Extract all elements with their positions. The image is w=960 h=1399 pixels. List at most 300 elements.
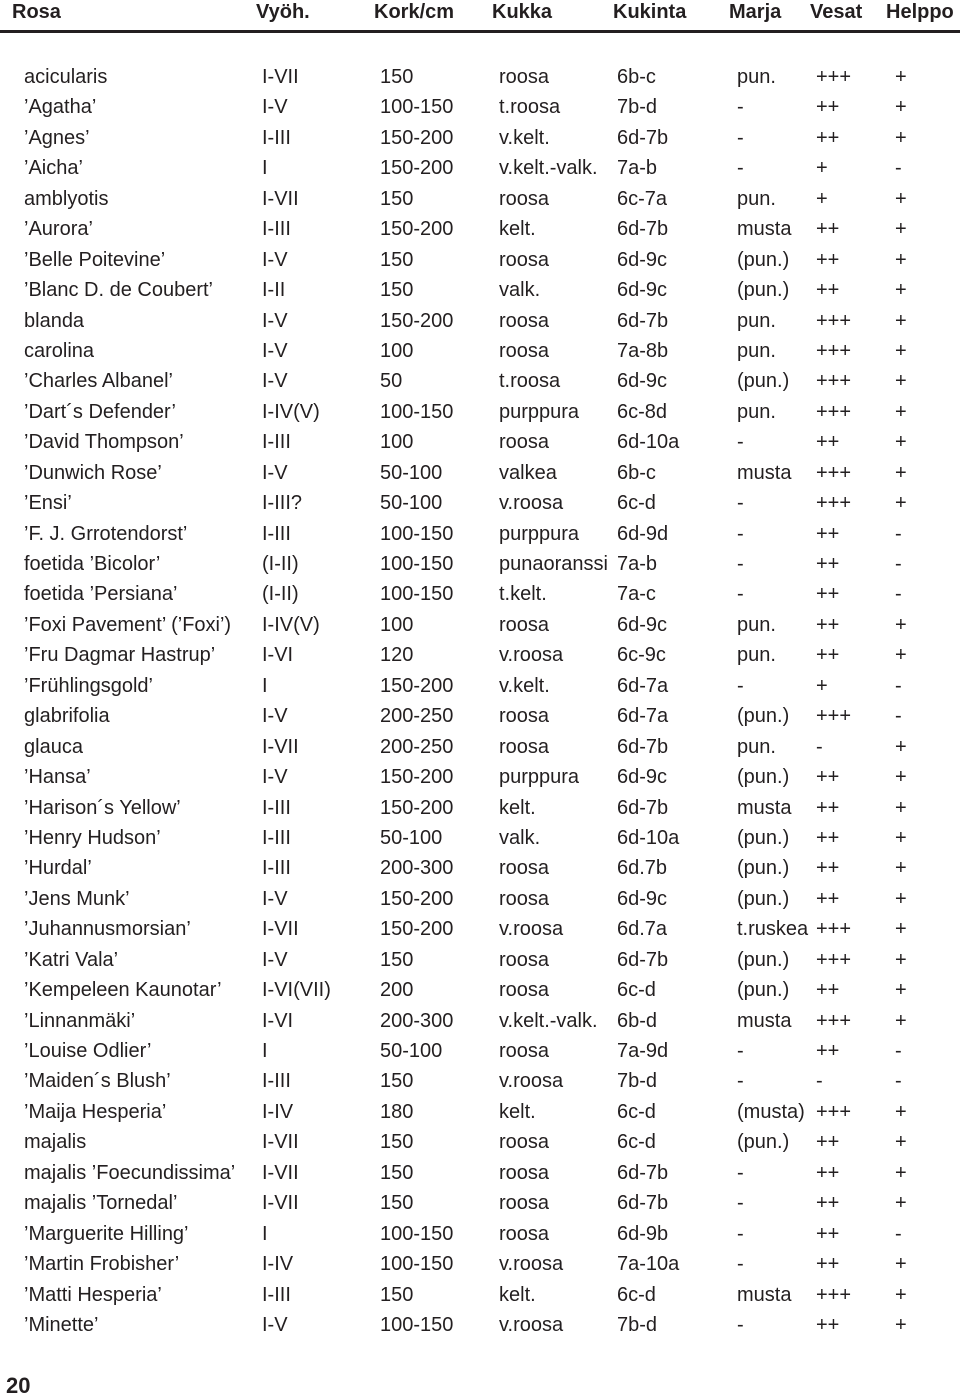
rose-name-cell: ’F. J. Grrotendorst’ bbox=[24, 522, 188, 545]
berry-cell: (pun.) bbox=[737, 857, 790, 880]
rose-name-cell: ’Maija Hesperia’ bbox=[24, 1100, 167, 1123]
ease-cell: + bbox=[895, 1131, 907, 1154]
height-cell: 150 bbox=[380, 1192, 414, 1215]
flower-color-cell: purppura bbox=[499, 522, 580, 545]
bloom-time-cell: 6d-7b bbox=[617, 309, 669, 332]
berry-cell: pun. bbox=[737, 187, 776, 210]
zone-cell: I-VII bbox=[262, 1161, 299, 1184]
rose-name-cell: ’Dart´s Defender’ bbox=[24, 400, 176, 423]
suckers-cell: ++ bbox=[816, 1192, 840, 1215]
flower-color-cell: roosa bbox=[499, 431, 550, 454]
berry-cell: - bbox=[737, 553, 744, 575]
rose-name-cell: foetida ’Bicolor’ bbox=[24, 553, 161, 575]
table-row bbox=[0, 975, 960, 1005]
zone-cell: I-VII bbox=[262, 66, 299, 88]
rose-name-cell: ’Harison´s Yellow’ bbox=[24, 796, 181, 819]
flower-color-cell: v.kelt.-valk. bbox=[499, 1009, 598, 1032]
suckers-cell: ++ bbox=[816, 583, 840, 606]
bloom-time-cell: 6d-9c bbox=[617, 613, 668, 636]
table-row bbox=[0, 458, 960, 488]
bloom-time-cell: 7a-c bbox=[617, 583, 656, 606]
height-cell: 150 bbox=[380, 279, 414, 302]
flower-color-cell: roosa bbox=[499, 339, 550, 362]
table-row bbox=[0, 914, 960, 944]
height-cell: 100-150 bbox=[380, 1253, 454, 1276]
zone-cell: I bbox=[262, 157, 268, 180]
flower-color-cell: v.kelt. bbox=[499, 126, 550, 149]
zone-cell: (I-II) bbox=[262, 583, 299, 606]
flower-color-cell: roosa bbox=[499, 1040, 550, 1062]
table-header bbox=[0, 0, 960, 26]
ease-cell: + bbox=[895, 339, 907, 362]
flower-color-cell: kelt. bbox=[499, 1100, 536, 1123]
table-row bbox=[0, 366, 960, 396]
suckers-cell: + bbox=[816, 157, 828, 180]
flower-color-cell: v.roosa bbox=[499, 1253, 564, 1276]
rose-name-cell: ’Hansa’ bbox=[24, 766, 91, 789]
table-row bbox=[0, 1188, 960, 1218]
flower-color-cell: v.kelt.-valk. bbox=[499, 157, 598, 180]
rose-name-cell: ’Dunwich Rose’ bbox=[24, 461, 162, 484]
flower-color-cell: roosa bbox=[499, 735, 550, 758]
zone-cell: I-IV bbox=[262, 1100, 294, 1123]
height-cell: 50-100 bbox=[380, 492, 443, 515]
zone-cell: I-V bbox=[262, 887, 288, 910]
flower-color-cell: v.roosa bbox=[499, 492, 564, 515]
ease-cell: + bbox=[895, 1253, 907, 1276]
height-cell: 50-100 bbox=[380, 1040, 443, 1062]
zone-cell: I-III bbox=[262, 826, 291, 849]
rose-name-cell: ’Matti Hesperia’ bbox=[24, 1283, 162, 1306]
ease-cell: - bbox=[895, 1040, 902, 1062]
height-cell: 150-200 bbox=[380, 309, 454, 332]
table-row bbox=[0, 427, 960, 457]
berry-cell: (pun.) bbox=[737, 766, 790, 789]
flower-color-cell: t.kelt. bbox=[499, 583, 547, 606]
height-cell: 150-200 bbox=[380, 674, 454, 697]
zone-cell: I-VI bbox=[262, 644, 294, 667]
zone-cell: I-IV(V) bbox=[262, 613, 320, 636]
zone-cell: I bbox=[262, 1040, 268, 1062]
suckers-cell: ++ bbox=[816, 766, 840, 789]
header-kukinta: Kukinta bbox=[613, 1, 687, 23]
berry-cell: pun. bbox=[737, 66, 776, 88]
bloom-time-cell: 7a-10a bbox=[617, 1253, 680, 1276]
rose-name-cell: ’Agnes’ bbox=[24, 126, 90, 149]
suckers-cell: ++ bbox=[816, 1313, 840, 1336]
zone-cell: I-VII bbox=[262, 187, 299, 210]
height-cell: 150 bbox=[380, 66, 414, 88]
rose-name-cell: ’Belle Poitevine’ bbox=[24, 248, 166, 271]
table-row bbox=[0, 306, 960, 336]
table-row bbox=[0, 884, 960, 914]
bloom-time-cell: 7b-d bbox=[617, 1070, 658, 1093]
suckers-cell: +++ bbox=[816, 1283, 852, 1306]
bloom-time-cell: 7a-b bbox=[617, 553, 658, 575]
table-row bbox=[0, 1219, 960, 1249]
berry-cell: - bbox=[737, 1222, 744, 1245]
ease-cell: + bbox=[895, 370, 907, 393]
berry-cell: - bbox=[737, 1253, 744, 1276]
flower-color-cell: valk. bbox=[499, 826, 541, 849]
zone-cell: I-IV(V) bbox=[262, 400, 320, 423]
flower-color-cell: roosa bbox=[499, 1131, 550, 1154]
bloom-time-cell: 6d-7b bbox=[617, 735, 669, 758]
bloom-time-cell: 6d-9c bbox=[617, 248, 668, 271]
height-cell: 150-200 bbox=[380, 918, 454, 941]
bloom-time-cell: 6d-9c bbox=[617, 370, 668, 393]
height-cell: 50-100 bbox=[380, 461, 443, 484]
zone-cell: I bbox=[262, 1222, 268, 1245]
ease-cell: + bbox=[895, 96, 907, 119]
height-cell: 100-150 bbox=[380, 96, 454, 119]
ease-cell: + bbox=[895, 492, 907, 515]
header-rosa: Rosa bbox=[12, 1, 61, 23]
ease-cell: - bbox=[895, 705, 902, 728]
zone-cell: I-V bbox=[262, 248, 288, 271]
table-row bbox=[0, 640, 960, 670]
ease-cell: + bbox=[895, 218, 907, 241]
zone-cell: I-V bbox=[262, 1313, 288, 1336]
height-cell: 150-200 bbox=[380, 157, 454, 180]
height-cell: 200-250 bbox=[380, 735, 454, 758]
suckers-cell: ++ bbox=[816, 857, 840, 880]
rose-name-cell: ’Frühlingsgold’ bbox=[24, 674, 153, 697]
ease-cell: + bbox=[895, 1192, 907, 1215]
suckers-cell: ++ bbox=[816, 431, 840, 454]
bloom-time-cell: 6d-7b bbox=[617, 948, 669, 971]
table-row bbox=[0, 488, 960, 518]
rose-name-cell: majalis bbox=[24, 1131, 87, 1154]
height-cell: 150-200 bbox=[380, 766, 454, 789]
suckers-cell: + bbox=[816, 187, 828, 210]
table-row bbox=[0, 1097, 960, 1127]
table-row bbox=[0, 945, 960, 975]
header-korkeus: Kork/cm bbox=[374, 1, 455, 23]
zone-cell: I-V bbox=[262, 461, 288, 484]
rose-name-cell: ’Marguerite Hilling’ bbox=[24, 1222, 189, 1245]
berry-cell: (pun.) bbox=[737, 279, 790, 302]
rose-name-cell: carolina bbox=[24, 339, 95, 362]
zone-cell: (I-II) bbox=[262, 553, 299, 575]
flower-color-cell: kelt. bbox=[499, 218, 536, 241]
suckers-cell: ++ bbox=[816, 96, 840, 119]
rose-name-cell: ’Fru Dagmar Hastrup’ bbox=[24, 644, 216, 667]
page-number: 20 bbox=[6, 1373, 31, 1398]
height-cell: 100-150 bbox=[380, 400, 454, 423]
flower-color-cell: roosa bbox=[499, 857, 550, 880]
berry-cell: (pun.) bbox=[737, 826, 790, 849]
berry-cell: (pun.) bbox=[737, 705, 790, 728]
rose-name-cell: majalis ’Tornedal’ bbox=[24, 1192, 178, 1215]
table-row bbox=[0, 153, 960, 183]
rose-name-cell: majalis ’Foecundissima’ bbox=[24, 1161, 236, 1184]
berry-cell: - bbox=[737, 583, 744, 606]
table-row bbox=[0, 519, 960, 549]
suckers-cell: ++ bbox=[816, 1040, 840, 1062]
suckers-cell: ++ bbox=[816, 1253, 840, 1276]
berry-cell: (pun.) bbox=[737, 370, 790, 393]
bloom-time-cell: 6d-7b bbox=[617, 796, 669, 819]
flower-color-cell: roosa bbox=[499, 613, 550, 636]
rose-name-cell: ’Charles Albanel’ bbox=[24, 370, 173, 393]
rose-name-cell: ’Foxi Pavement’ (’Foxi’) bbox=[24, 613, 232, 636]
rose-name-cell: amblyotis bbox=[24, 187, 109, 210]
ease-cell: - bbox=[895, 157, 902, 180]
zone-cell: I-III bbox=[262, 796, 291, 819]
bloom-time-cell: 6d-10a bbox=[617, 431, 680, 454]
ease-cell: - bbox=[895, 1222, 902, 1245]
suckers-cell: ++ bbox=[816, 796, 840, 819]
height-cell: 150 bbox=[380, 248, 414, 271]
flower-color-cell: kelt. bbox=[499, 796, 536, 819]
table-row bbox=[0, 671, 960, 701]
flower-color-cell: roosa bbox=[499, 948, 550, 971]
bloom-time-cell: 6d-7a bbox=[617, 705, 669, 728]
suckers-cell: ++ bbox=[816, 126, 840, 149]
bloom-time-cell: 6d-7b bbox=[617, 1192, 669, 1215]
rose-name-cell: ’Jens Munk’ bbox=[24, 887, 130, 910]
height-cell: 150-200 bbox=[380, 126, 454, 149]
height-cell: 100-150 bbox=[380, 583, 454, 606]
bloom-time-cell: 7b-d bbox=[617, 96, 658, 119]
berry-cell: pun. bbox=[737, 309, 776, 332]
berry-cell: musta bbox=[737, 796, 792, 819]
suckers-cell: ++ bbox=[816, 218, 840, 241]
ease-cell: - bbox=[895, 674, 902, 697]
suckers-cell: +++ bbox=[816, 339, 852, 362]
berry-cell: (pun.) bbox=[737, 1131, 790, 1154]
zone-cell: I-IV bbox=[262, 1253, 294, 1276]
suckers-cell: +++ bbox=[816, 370, 852, 393]
flower-color-cell: roosa bbox=[499, 1161, 550, 1184]
height-cell: 150-200 bbox=[380, 218, 454, 241]
height-cell: 100 bbox=[380, 613, 414, 636]
ease-cell: + bbox=[895, 979, 907, 1002]
rose-name-cell: ’Henry Hudson’ bbox=[24, 826, 161, 849]
suckers-cell: ++ bbox=[816, 279, 840, 302]
table-row bbox=[0, 123, 960, 153]
table-row bbox=[0, 823, 960, 853]
table-row bbox=[0, 214, 960, 244]
rose-name-cell: ’Kempeleen Kaunotar’ bbox=[24, 979, 222, 1002]
flower-color-cell: roosa bbox=[499, 979, 550, 1002]
flower-color-cell: valkea bbox=[499, 461, 557, 484]
berry-cell: - bbox=[737, 1040, 744, 1062]
header-divider bbox=[0, 30, 960, 33]
header-vesat: Vesat bbox=[810, 1, 863, 23]
berry-cell: t.ruskea bbox=[737, 918, 809, 941]
zone-cell: I-VII bbox=[262, 735, 299, 758]
table-row bbox=[0, 62, 960, 92]
suckers-cell: ++ bbox=[816, 613, 840, 636]
suckers-cell: +++ bbox=[816, 918, 852, 941]
flower-color-cell: v.roosa bbox=[499, 918, 564, 941]
suckers-cell: ++ bbox=[816, 1131, 840, 1154]
zone-cell: I-II bbox=[262, 279, 286, 302]
zone-cell: I-VII bbox=[262, 918, 299, 941]
berry-cell: - bbox=[737, 1313, 744, 1336]
table-row bbox=[0, 336, 960, 366]
flower-color-cell: v.roosa bbox=[499, 1313, 564, 1336]
berry-cell: pun. bbox=[737, 735, 776, 758]
table-row bbox=[0, 579, 960, 609]
zone-cell: I-III bbox=[262, 1283, 291, 1306]
flower-color-cell: v.kelt. bbox=[499, 674, 550, 697]
flower-color-cell: roosa bbox=[499, 248, 550, 271]
zone-cell: I-III bbox=[262, 857, 291, 880]
berry-cell: pun. bbox=[737, 339, 776, 362]
flower-color-cell: v.roosa bbox=[499, 644, 564, 667]
berry-cell: - bbox=[737, 96, 744, 119]
ease-cell: + bbox=[895, 857, 907, 880]
ease-cell: + bbox=[895, 66, 907, 88]
rose-name-cell: ’David Thompson’ bbox=[24, 431, 184, 454]
suckers-cell: + bbox=[816, 674, 828, 697]
table-row bbox=[0, 1036, 960, 1066]
berry-cell: musta bbox=[737, 1283, 792, 1306]
table-row bbox=[0, 1006, 960, 1036]
ease-cell: + bbox=[895, 248, 907, 271]
ease-cell: + bbox=[895, 766, 907, 789]
bloom-time-cell: 6c-8d bbox=[617, 400, 668, 423]
rose-name-cell: ’Aurora’ bbox=[24, 218, 93, 241]
height-cell: 150 bbox=[380, 948, 414, 971]
rose-name-cell: ’Linnanmäki’ bbox=[24, 1009, 136, 1032]
rose-name-cell: glabrifolia bbox=[24, 705, 110, 728]
zone-cell: I-V bbox=[262, 705, 288, 728]
ease-cell: + bbox=[895, 431, 907, 454]
flower-color-cell: valk. bbox=[499, 279, 541, 302]
height-cell: 200-300 bbox=[380, 857, 454, 880]
ease-cell: + bbox=[895, 461, 907, 484]
suckers-cell: +++ bbox=[816, 461, 852, 484]
suckers-cell: +++ bbox=[816, 705, 852, 728]
zone-cell: I-V bbox=[262, 309, 288, 332]
bloom-time-cell: 6c-d bbox=[617, 1100, 656, 1123]
bloom-time-cell: 7a-b bbox=[617, 157, 658, 180]
bloom-time-cell: 6c-d bbox=[617, 1283, 656, 1306]
height-cell: 200-250 bbox=[380, 705, 454, 728]
height-cell: 150 bbox=[380, 187, 414, 210]
table-row bbox=[0, 245, 960, 275]
bloom-time-cell: 6d-9c bbox=[617, 279, 668, 302]
rose-name-cell: ’Louise Odlier’ bbox=[24, 1040, 152, 1062]
flower-color-cell: roosa bbox=[499, 309, 550, 332]
rose-name-cell: ’Blanc D. de Coubert’ bbox=[24, 279, 213, 302]
zone-cell: I-III bbox=[262, 126, 291, 149]
ease-cell: - bbox=[895, 1070, 902, 1093]
suckers-cell: ++ bbox=[816, 979, 840, 1002]
bloom-time-cell: 6d.7b bbox=[617, 857, 668, 880]
berry-cell: (pun.) bbox=[737, 948, 790, 971]
flower-color-cell: roosa bbox=[499, 1222, 550, 1245]
bloom-time-cell: 6d-9d bbox=[617, 522, 669, 545]
berry-cell: (musta) bbox=[737, 1100, 805, 1123]
height-cell: 50 bbox=[380, 370, 403, 393]
table-row bbox=[0, 732, 960, 762]
suckers-cell: - bbox=[816, 735, 823, 758]
height-cell: 100 bbox=[380, 431, 414, 454]
table-row bbox=[0, 701, 960, 731]
ease-cell: - bbox=[895, 583, 902, 606]
bloom-time-cell: 7a-9d bbox=[617, 1040, 669, 1062]
zone-cell: I-VI(VII) bbox=[262, 979, 331, 1002]
flower-color-cell: roosa bbox=[499, 1192, 550, 1215]
flower-color-cell: purppura bbox=[499, 400, 580, 423]
berry-cell: (pun.) bbox=[737, 248, 790, 271]
suckers-cell: +++ bbox=[816, 948, 852, 971]
suckers-cell: +++ bbox=[816, 309, 852, 332]
ease-cell: + bbox=[895, 613, 907, 636]
flower-color-cell: t.roosa bbox=[499, 96, 561, 119]
height-cell: 150 bbox=[380, 1161, 414, 1184]
berry-cell: - bbox=[737, 1192, 744, 1215]
berry-cell: (pun.) bbox=[737, 887, 790, 910]
suckers-cell: +++ bbox=[816, 66, 852, 88]
header-vyohyke: Vyöh. bbox=[256, 1, 310, 23]
flower-color-cell: roosa bbox=[499, 705, 550, 728]
height-cell: 100-150 bbox=[380, 1222, 454, 1245]
table-row bbox=[0, 1249, 960, 1279]
berry-cell: musta bbox=[737, 461, 792, 484]
ease-cell: + bbox=[895, 1313, 907, 1336]
flower-color-cell: purppura bbox=[499, 766, 580, 789]
height-cell: 150-200 bbox=[380, 796, 454, 819]
height-cell: 100-150 bbox=[380, 522, 454, 545]
rose-name-cell: ’Hurdal’ bbox=[24, 857, 92, 880]
rose-name-cell: ’Katri Vala’ bbox=[24, 948, 119, 971]
rose-table-body bbox=[0, 62, 960, 1340]
bloom-time-cell: 6d.7a bbox=[617, 918, 668, 941]
table-row bbox=[0, 793, 960, 823]
ease-cell: + bbox=[895, 126, 907, 149]
zone-cell: I-V bbox=[262, 370, 288, 393]
header-marja: Marja bbox=[729, 1, 782, 23]
zone-cell: I-V bbox=[262, 96, 288, 119]
rose-name-cell: ’Aicha’ bbox=[24, 157, 83, 180]
ease-cell: + bbox=[895, 400, 907, 423]
flower-color-cell: roosa bbox=[499, 66, 550, 88]
height-cell: 150-200 bbox=[380, 887, 454, 910]
flower-color-cell: roosa bbox=[499, 187, 550, 210]
height-cell: 150 bbox=[380, 1283, 414, 1306]
header-helppo: Helppo bbox=[886, 1, 954, 23]
suckers-cell: +++ bbox=[816, 492, 852, 515]
height-cell: 150 bbox=[380, 1131, 414, 1154]
height-cell: 100-150 bbox=[380, 553, 454, 575]
ease-cell: + bbox=[895, 644, 907, 667]
berry-cell: pun. bbox=[737, 400, 776, 423]
zone-cell: I-V bbox=[262, 948, 288, 971]
table-row bbox=[0, 184, 960, 214]
zone-cell: I-III bbox=[262, 1070, 291, 1093]
height-cell: 50-100 bbox=[380, 826, 443, 849]
table-row bbox=[0, 1310, 960, 1340]
suckers-cell: ++ bbox=[816, 887, 840, 910]
berry-cell: musta bbox=[737, 218, 792, 241]
zone-cell: I-V bbox=[262, 766, 288, 789]
bloom-time-cell: 6b-c bbox=[617, 461, 656, 484]
table-row bbox=[0, 1158, 960, 1188]
zone-cell: I-III bbox=[262, 218, 291, 241]
ease-cell: + bbox=[895, 826, 907, 849]
berry-cell: - bbox=[737, 492, 744, 515]
ease-cell: + bbox=[895, 309, 907, 332]
table-row bbox=[0, 549, 960, 579]
bloom-time-cell: 6d-9b bbox=[617, 1222, 669, 1245]
table-row bbox=[0, 1280, 960, 1310]
